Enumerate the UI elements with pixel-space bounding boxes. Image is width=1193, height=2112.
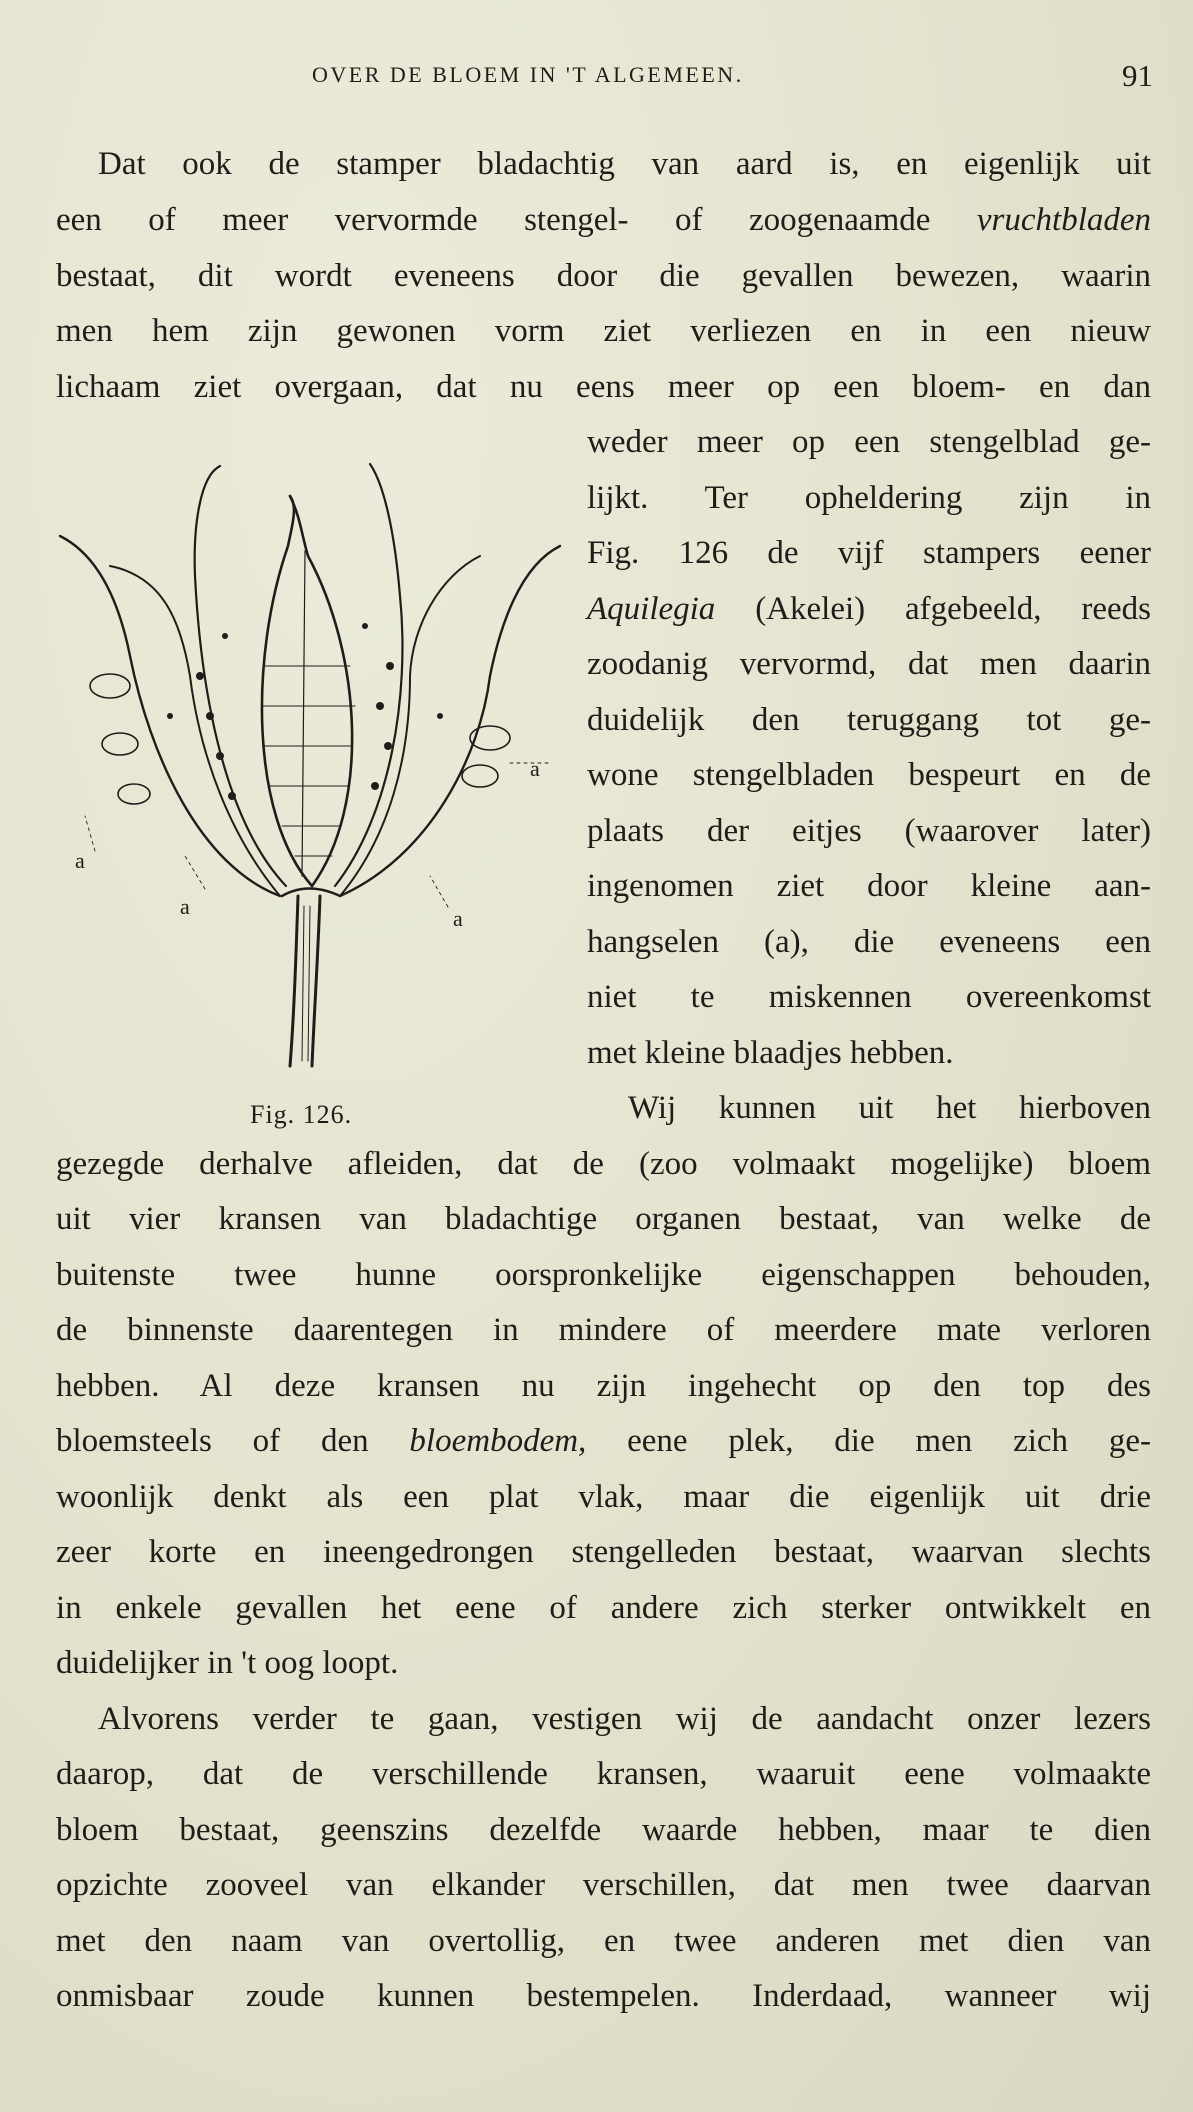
text-line: duidelijker in 't oog loopt.: [56, 1645, 399, 1681]
page-number: 91: [1122, 58, 1153, 93]
text-line: plaats der eitjes (waarover later): [587, 813, 1151, 849]
text-line: buitenste twee hunne oorspronkelijke eigenschappen behouden,: [56, 1257, 1151, 1293]
text-line: daarop, dat de verschillende kransen, waaruit eene volmaakte: [56, 1756, 1151, 1792]
text-line: gezegde derhalve afleiden, dat de (zoo volmaakt mogelijke) bloem: [56, 1146, 1151, 1182]
flower-engraving: [50, 456, 570, 1086]
text-line: woonlijk denkt als een plat vlak, maar die eigenlijk uit drie: [56, 1479, 1151, 1515]
text-line: hebben. Al deze kransen nu zijn ingehecht op den top des: [56, 1368, 1151, 1404]
text-line: de binnenste daarentegen in mindere of meerdere mate verloren: [56, 1312, 1151, 1348]
text-line: bloemsteels of den bloembodem, eene plek, die men zich ge-: [56, 1423, 1151, 1459]
text-line: onmisbaar zoude kunnen bestempelen. Inderdaad, wanneer wij: [56, 1978, 1151, 2014]
text-line: bloem bestaat, geenszins dezelfde waarde hebben, maar te dien: [56, 1812, 1151, 1848]
figure-label-a: a: [453, 906, 463, 931]
aquilegia-pistils-figure: [50, 456, 570, 1086]
text-line: met kleine blaadjes hebben.: [587, 1035, 954, 1071]
running-title: OVER DE BLOEM IN 'T ALGEMEEN.: [312, 62, 744, 87]
text-line: wone stengelbladen bespeurt en de: [587, 757, 1151, 793]
text-line: weder meer op een stengelblad ge-: [587, 424, 1151, 460]
text-line: lijkt. Ter opheldering zijn in: [587, 480, 1151, 516]
text-line: een of meer vervormde stengel- of zoogenaamde vruchtbladen: [56, 202, 1152, 238]
text-line: zoodanig vervormd, dat men daarin: [587, 646, 1151, 682]
figure-caption: Fig. 126.: [250, 1100, 353, 1129]
text-line: Aquilegia (Akelei) afgebeeld, reeds: [587, 591, 1151, 627]
page-header: [0, 58, 1193, 98]
text-line: men hem zijn gewonen vorm ziet verliezen en in een nieuw: [56, 313, 1151, 349]
text-line: in enkele gevallen het eene of andere zich sterker ontwikkelt en: [56, 1590, 1151, 1626]
text-line: bestaat, dit wordt eveneens door die gevallen bewezen, waarin: [56, 258, 1151, 294]
figure-label-a: a: [75, 848, 85, 873]
italic-term: bloembodem,: [409, 1423, 587, 1459]
italic-term: vruchtbladen: [976, 202, 1152, 238]
text-line: opzichte zooveel van elkander verschillen, dat men twee daarvan: [56, 1867, 1151, 1903]
text-line: ingenomen ziet door kleine aan-: [587, 868, 1151, 904]
text-line: duidelijk den teruggang tot ge-: [587, 702, 1151, 738]
text-line: niet te miskennen overeenkomst: [587, 979, 1151, 1015]
text-line: Dat ook de stamper bladachtig van aard is, en eigenlijk uit: [98, 146, 1151, 182]
italic-term: Aquilegia: [587, 591, 716, 627]
text-line: Wij kunnen uit het hierboven: [628, 1090, 1151, 1126]
text-line: zeer korte en ineengedrongen stengelleden bestaat, waarvan slechts: [56, 1534, 1151, 1570]
text-line: Fig. 126 de vijf stampers eener: [587, 535, 1151, 571]
text-line: met den naam van overtollig, en twee anderen met dien van: [56, 1923, 1151, 1959]
figure-label-a: a: [180, 894, 190, 919]
text-line: lichaam ziet overgaan, dat nu eens meer op een bloem- en dan: [56, 369, 1151, 405]
text-line: hangselen (a), die eveneens een: [587, 924, 1151, 960]
figure-label-a: a: [530, 756, 540, 781]
text-line: uit vier kransen van bladachtige organen bestaat, van welke de: [56, 1201, 1151, 1237]
text-line: Alvorens verder te gaan, vestigen wij de aandacht onzer lezers: [98, 1701, 1151, 1737]
